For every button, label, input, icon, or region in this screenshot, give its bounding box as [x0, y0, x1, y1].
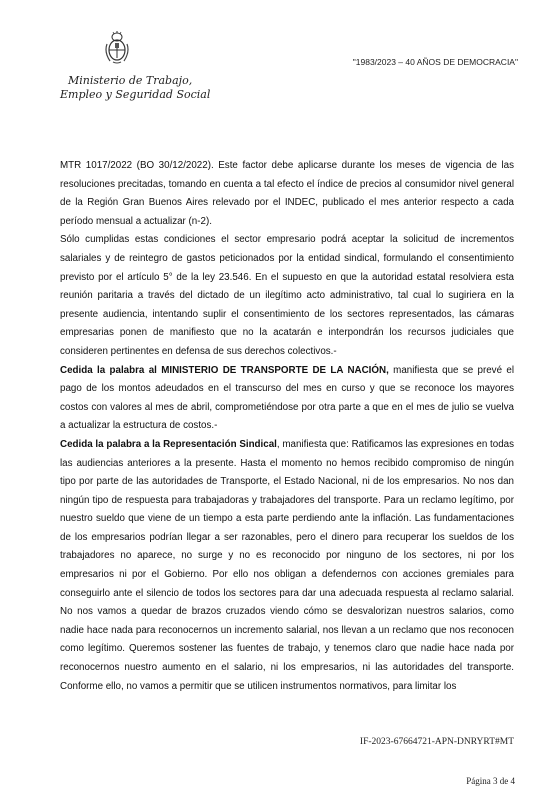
paragraph-3	[60, 362, 514, 436]
document-body	[60, 157, 514, 696]
paragraph-4	[60, 436, 514, 696]
page-number: Página 3 de 4	[466, 776, 515, 786]
argentina-coat-of-arms-icon	[104, 30, 130, 64]
document-id: IF-2023-67664721-APN-DNRYRT#MT	[359, 737, 514, 747]
header-motto: "1983/2023 – 40 AÑOS DE DEMOCRACIA"	[352, 57, 518, 67]
ministry-name	[60, 74, 210, 102]
paragraph-2: Sólo cumplidas estas condiciones el sector empresario podrá aceptar la solicitud de incrementos salariales y de reintegro de gastos peticionados por la entidad sindical, formulando el consentimiento previsto por el artículo 5° de la ley 23.546. En el supuesto en que la autoridad estatal resolviera esta reunión paritaria a través del dictado de un ilegítimo acto administrativo, tal cual lo sugiriera en la presente audiencia, intentando suplir el consentimiento de los sectores representados, las cámaras empresarias ponen de manifiesto que no la acatarán e interpondrán los recursos judiciales que consideren pertinentes en defensa de sus derechos colectivos.-	[60, 234, 514, 357]
ministry-line-2: Empleo y Seguridad Social	[60, 88, 211, 101]
ministry-line-1: Ministerio de Trabajo,	[68, 74, 193, 87]
paragraph-3-heading: Cedida la palabra al MINISTERIO DE TRANSPORTE DE LA NACIÓN,	[60, 364, 389, 376]
paragraph-3-text: manifiesta que se prevé el pago de los montos adeudados en el transcurso del mes en curso y que se reconoce los mayores costos con valores al mes de abril, comprometiéndose por otra parte a que en el mes de julio se vuelva a actualizar la estructura de costos.-	[60, 364, 514, 432]
paragraph-1: MTR 1017/2022 (BO 30/12/2022). Este factor debe aplicarse durante los meses de vigencia de las resoluciones precitadas, tomando en cuenta a tal efecto el índice de precios al consumidor nivel general de la Región Gran Buenos Aires relevado por el INDEC, publicado el mes anterior respecto a cada período mensual a actualizar (n-2).	[60, 160, 514, 227]
paragraph-4-heading: Cedida la palabra a la Representación Sindical	[60, 438, 277, 450]
paragraph-4-text: , manifiesta que: Ratificamos las expresiones en todas las audiencias anteriores a la presente. Hasta el momento no hemos recibido compromiso de ningún tipo por parte de las autoridades de Transporte, el Estado Nacional, ni de los empresarios. No nos dan ningún tipo de respuesta para trabajadoras y trabajadores del transporte. Para un reclamo legítimo, por nuestro sueldo que viene de un tiempo a esta parte perdiendo ante la inflación. Las fundamentaciones de los empresarios podrían llegar a ser razonables, pero el dinero para recuperar los sueldos de los trabajadores no aparece, no surge y no es reconocido por ninguno de los sectores, ni por los empresarios ni por el Gobierno. Por ello nos obligan a defendernos con acciones gremiales para conseguirlo ante el silencio de todos los sectores para dar una adecuada respuesta al reclamo salarial. No nos vamos a quedar de brazos cruzados viendo cómo se desvalorizan nuestros salarios, como nadie hace nada para reconocernos un incremento salarial, nos llevan a un reclamo que nos reconocen como legítimo. Queremos sostener las fuentes de trabajo, y tenemos claro que nadie hace nada por reconocernos nuestro aumento en el salario, ni los empresarios, ni las autoridades del transporte. Conforme ello, no vamos a permitir que se utilicen instrumentos normativos, para limitar los	[60, 438, 514, 692]
